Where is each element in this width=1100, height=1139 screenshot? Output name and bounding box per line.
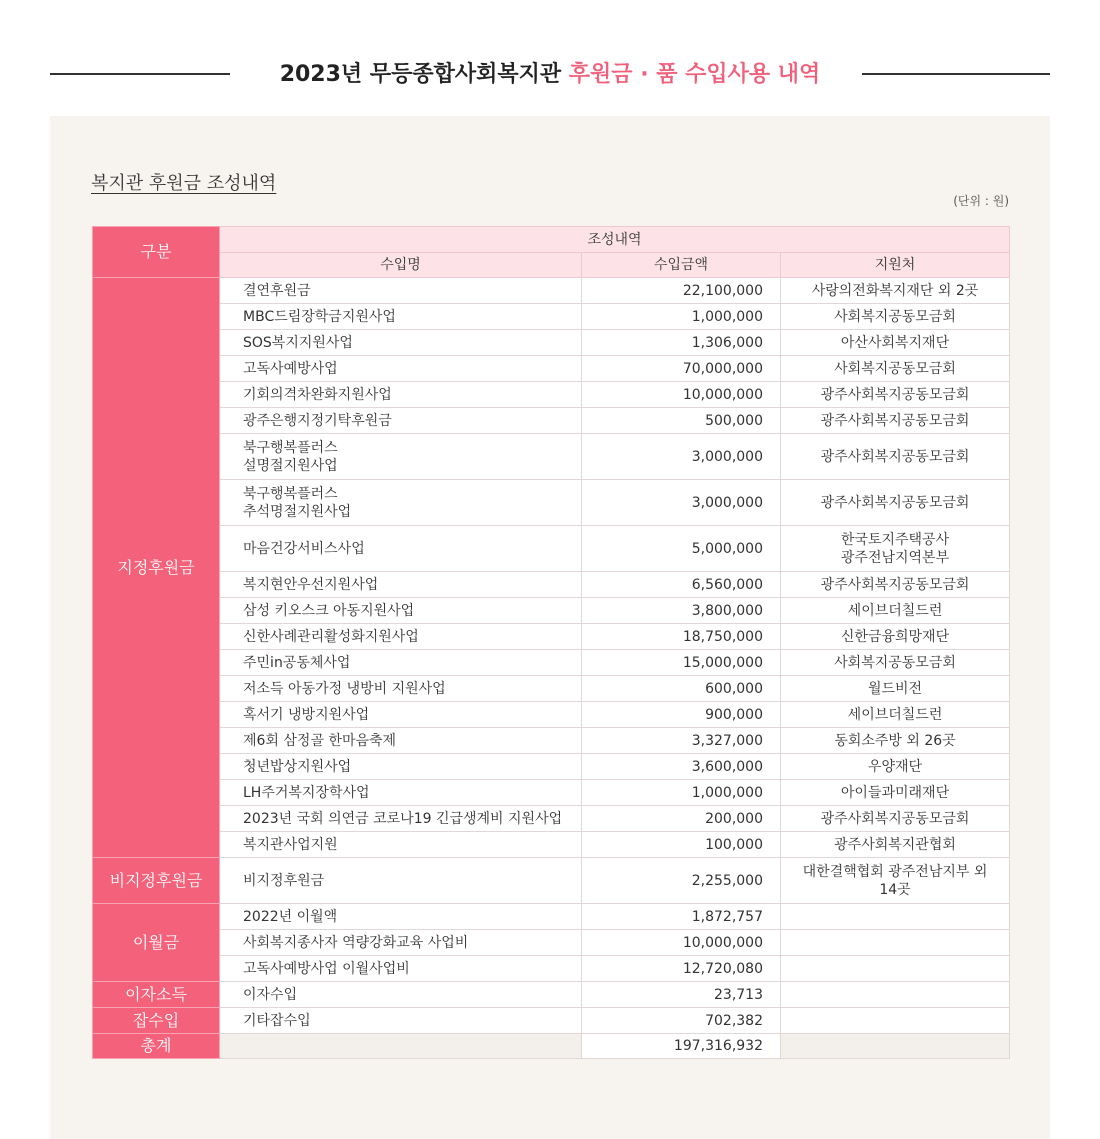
income-amount-cell: 12,720,080 (582, 956, 781, 982)
income-amount-cell: 3,800,000 (582, 598, 781, 624)
header-group: 조성내역 (220, 227, 1010, 253)
income-amount-cell: 3,000,000 (582, 434, 781, 480)
income-name-cell: 신한사례관리활성화지원사업 (220, 624, 582, 650)
income-name-cell: 주민in공동체사업 (220, 650, 582, 676)
income-name-cell: 결연후원금 (220, 278, 582, 304)
income-source-cell (781, 904, 1010, 930)
income-source-cell: 월드비전 (781, 676, 1010, 702)
income-name-cell: 복지관사업지원 (220, 832, 582, 858)
income-name-cell: 고독사예방사업 (220, 356, 582, 382)
income-name-cell: 제6회 삼정골 한마음축제 (220, 728, 582, 754)
income-amount-cell: 5,000,000 (582, 526, 781, 572)
income-amount-cell: 1,872,757 (582, 904, 781, 930)
income-name-cell: MBC드림장학금지원사업 (220, 304, 582, 330)
income-name-cell: 청년밥상지원사업 (220, 754, 582, 780)
income-amount-cell: 1,306,000 (582, 330, 781, 356)
table-row (93, 572, 1010, 598)
table-row (93, 904, 1010, 930)
income-source-cell: 광주사회복지공동모금회 (781, 572, 1010, 598)
income-source-cell (781, 982, 1010, 1008)
income-amount-cell: 100,000 (582, 832, 781, 858)
table-row (93, 676, 1010, 702)
table-row (93, 982, 1010, 1008)
income-name-cell: 고독사예방사업 이월사업비 (220, 956, 582, 982)
income-name-cell: 북구행복플러스 추석명절지원사업 (220, 480, 582, 526)
income-source-cell: 광주사회복지공동모금회 (781, 480, 1010, 526)
income-name-cell: 2023년 국회 의연금 코로나19 긴급생계비 지원사업 (220, 806, 582, 832)
income-amount-cell: 1,000,000 (582, 780, 781, 806)
income-name-cell: LH주거복지장학사업 (220, 780, 582, 806)
income-source-cell: 신한금융희망재단 (781, 624, 1010, 650)
page-title-main: 2023년 무등종합사회복지관 (279, 62, 562, 87)
income-source-cell: 사회복지공동모금회 (781, 304, 1010, 330)
income-name-cell: 사회복지종사자 역량강화교육 사업비 (220, 930, 582, 956)
table-row (93, 832, 1010, 858)
table-row (93, 526, 1010, 572)
income-name-cell: 북구행복플러스 설명절지원사업 (220, 434, 582, 480)
income-source-cell: 사회복지공동모금회 (781, 356, 1010, 382)
table-row (93, 930, 1010, 956)
table-row (93, 728, 1010, 754)
page-title-accent: 후원금 · 품 수입사용 내역 (568, 62, 821, 87)
income-name-cell: 복지현안우선지원사업 (220, 572, 582, 598)
income-amount-cell: 200,000 (582, 806, 781, 832)
total-blank-cell (220, 1034, 582, 1059)
income-amount-cell: 900,000 (582, 702, 781, 728)
income-amount-cell: 3,000,000 (582, 480, 781, 526)
table-row (93, 434, 1010, 480)
income-amount-cell: 702,382 (582, 1008, 781, 1034)
income-amount-cell: 2,255,000 (582, 858, 781, 904)
total-row (93, 1034, 1010, 1059)
category-cell: 이자소득 (93, 982, 220, 1008)
income-source-cell: 동회소주방 외 26곳 (781, 728, 1010, 754)
table-row (93, 278, 1010, 304)
table-row (93, 702, 1010, 728)
income-source-cell: 우양재단 (781, 754, 1010, 780)
income-source-cell: 광주사회복지공동모금회 (781, 382, 1010, 408)
income-source-cell: 대한결핵협회 광주전남지부 외 14곳 (781, 858, 1010, 904)
section-title: 복지관 후원금 조성내역 (91, 173, 277, 194)
income-name-cell: 기회의격차완화지원사업 (220, 382, 582, 408)
category-cell: 잡수입 (93, 1008, 220, 1034)
income-amount-cell: 23,713 (582, 982, 781, 1008)
income-source-cell: 광주사회복지관협회 (781, 832, 1010, 858)
category-cell: 지정후원금 (93, 278, 220, 858)
table-row (93, 858, 1010, 904)
table-row (93, 304, 1010, 330)
income-source-cell (781, 1008, 1010, 1034)
income-amount-cell: 6,560,000 (582, 572, 781, 598)
table-row (93, 780, 1010, 806)
income-source-cell: 한국토지주택공사 광주전남지역본부 (781, 526, 1010, 572)
table-row (93, 624, 1010, 650)
header-amount: 수입금액 (582, 253, 781, 278)
income-source-cell: 세이브더칠드런 (781, 702, 1010, 728)
income-amount-cell: 1,000,000 (582, 304, 781, 330)
income-amount-cell: 70,000,000 (582, 356, 781, 382)
income-name-cell: 기타잡수입 (220, 1008, 582, 1034)
income-amount-cell: 22,100,000 (582, 278, 781, 304)
income-name-cell: 저소득 아동가정 냉방비 지원사업 (220, 676, 582, 702)
income-amount-cell: 500,000 (582, 408, 781, 434)
income-source-cell: 사회복지공동모금회 (781, 650, 1010, 676)
table-body (93, 278, 1010, 1034)
income-name-cell: SOS복지지원사업 (220, 330, 582, 356)
header-source: 지원처 (781, 253, 1010, 278)
income-source-cell: 사랑의전화복지재단 외 2곳 (781, 278, 1010, 304)
unit-label: (단위 : 원) (953, 194, 1009, 208)
income-amount-cell: 10,000,000 (582, 930, 781, 956)
category-cell: 비지정후원금 (93, 858, 220, 904)
donation-table (92, 226, 1010, 1059)
header-name: 수입명 (220, 253, 582, 278)
income-source-cell: 세이브더칠드런 (781, 598, 1010, 624)
income-amount-cell: 3,327,000 (582, 728, 781, 754)
income-source-cell (781, 956, 1010, 982)
content-panel (50, 116, 1050, 1139)
table-row (93, 382, 1010, 408)
table-row (93, 650, 1010, 676)
income-source-cell: 아이들과미래재단 (781, 780, 1010, 806)
income-name-cell: 2022년 이월액 (220, 904, 582, 930)
income-name-cell: 삼성 키오스크 아동지원사업 (220, 598, 582, 624)
total-amount: 197,316,932 (582, 1034, 781, 1059)
table-row (93, 480, 1010, 526)
income-amount-cell: 15,000,000 (582, 650, 781, 676)
category-cell: 이월금 (93, 904, 220, 982)
title-divider-right (862, 73, 1050, 75)
income-name-cell: 광주은행지정기탁후원금 (220, 408, 582, 434)
table-row (93, 956, 1010, 982)
income-name-cell: 마음건강서비스사업 (220, 526, 582, 572)
page-title (240, 57, 860, 88)
income-source-cell: 광주사회복지공동모금회 (781, 408, 1010, 434)
total-source-blank (781, 1034, 1010, 1059)
income-name-cell: 이자수입 (220, 982, 582, 1008)
income-amount-cell: 18,750,000 (582, 624, 781, 650)
income-source-cell (781, 930, 1010, 956)
income-source-cell: 광주사회복지공동모금회 (781, 434, 1010, 480)
total-label: 총계 (93, 1034, 220, 1059)
income-source-cell: 아산사회복지재단 (781, 330, 1010, 356)
income-source-cell: 광주사회복지공동모금회 (781, 806, 1010, 832)
income-amount-cell: 3,600,000 (582, 754, 781, 780)
page-header (0, 55, 1100, 95)
table-row (93, 330, 1010, 356)
income-name-cell: 비지정후원금 (220, 858, 582, 904)
table-row (93, 598, 1010, 624)
table-row (93, 408, 1010, 434)
table-row (93, 1008, 1010, 1034)
income-name-cell: 혹서기 냉방지원사업 (220, 702, 582, 728)
title-divider-left (50, 73, 230, 75)
income-amount-cell: 10,000,000 (582, 382, 781, 408)
table-row (93, 806, 1010, 832)
table-row (93, 356, 1010, 382)
table-row (93, 754, 1010, 780)
income-amount-cell: 600,000 (582, 676, 781, 702)
header-category: 구분 (93, 227, 220, 278)
